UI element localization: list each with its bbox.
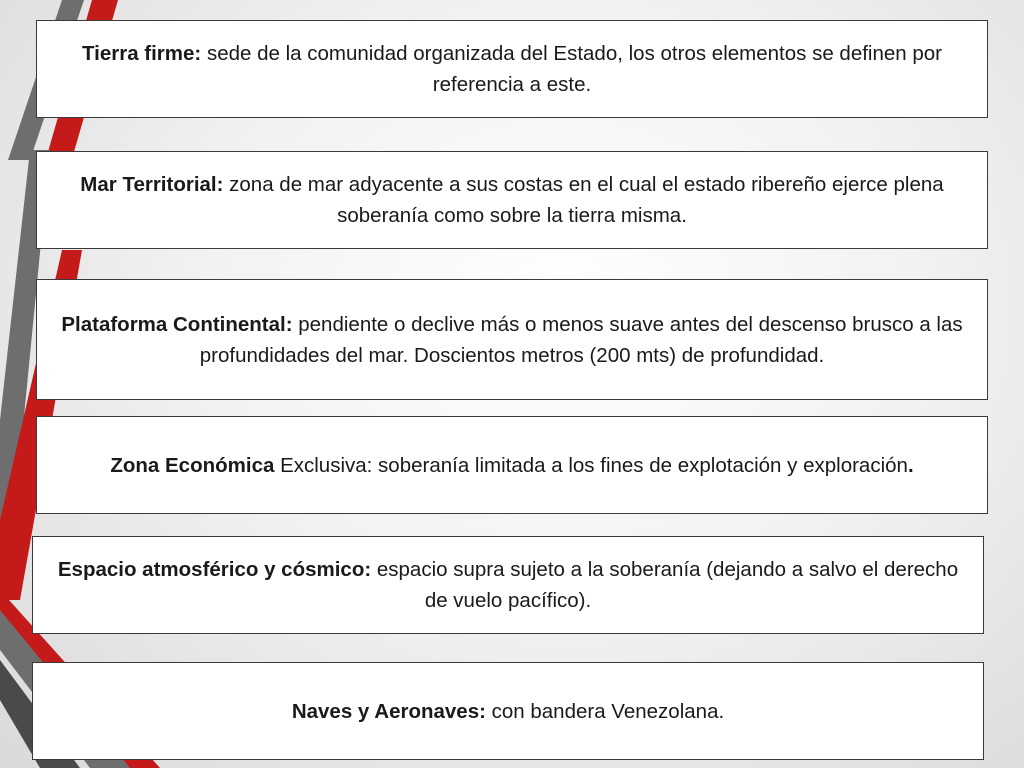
- definition-box-tierra-firme: [36, 20, 988, 118]
- definition-body: sede de la comunidad organizada del Estado, los otros elementos se definen por referencia a este.: [201, 42, 943, 96]
- definition-box-naves-aeronaves: [32, 662, 984, 760]
- definition-term: Mar Territorial:: [80, 173, 224, 196]
- definition-trailing: .: [907, 453, 914, 477]
- definition-box-espacio-atmosferico: [32, 536, 984, 634]
- definition-text: [55, 309, 969, 371]
- definition-term: Espacio atmosférico y cósmico:: [57, 558, 372, 581]
- definition-term: Tierra firme:: [81, 42, 202, 65]
- definition-body: zona de mar adyacente a sus costas en el cual el estado ribereño ejerce plena soberanía como sobre la tierra misma.: [223, 173, 944, 227]
- definition-box-zona-economica: [36, 416, 988, 514]
- definition-term: Plataforma Continental:: [61, 312, 293, 336]
- definition-text: [292, 696, 724, 727]
- definition-body: con bandera Venezolana.: [485, 699, 725, 723]
- definition-body: Exclusiva: soberanía limitada a los fines de explotación y exploración: [274, 453, 908, 477]
- definition-body: pendiente o declive más o menos suave antes del descenso brusco a las profundidades del mar. Doscientos metros (200 mts) de profundidad.: [199, 312, 963, 367]
- definition-text: [110, 450, 913, 481]
- definition-box-plataforma-continental: [36, 279, 988, 400]
- definition-text: [55, 169, 969, 231]
- definition-body: espacio supra sujeto a la soberanía (dejando a salvo el derecho de vuelo pacífico).: [371, 558, 959, 612]
- definition-box-mar-territorial: [36, 151, 988, 249]
- definition-text: [55, 38, 969, 100]
- definition-text: [51, 554, 965, 616]
- definition-term: Naves y Aeronaves:: [291, 699, 486, 723]
- definition-term: Zona Económica: [110, 453, 275, 477]
